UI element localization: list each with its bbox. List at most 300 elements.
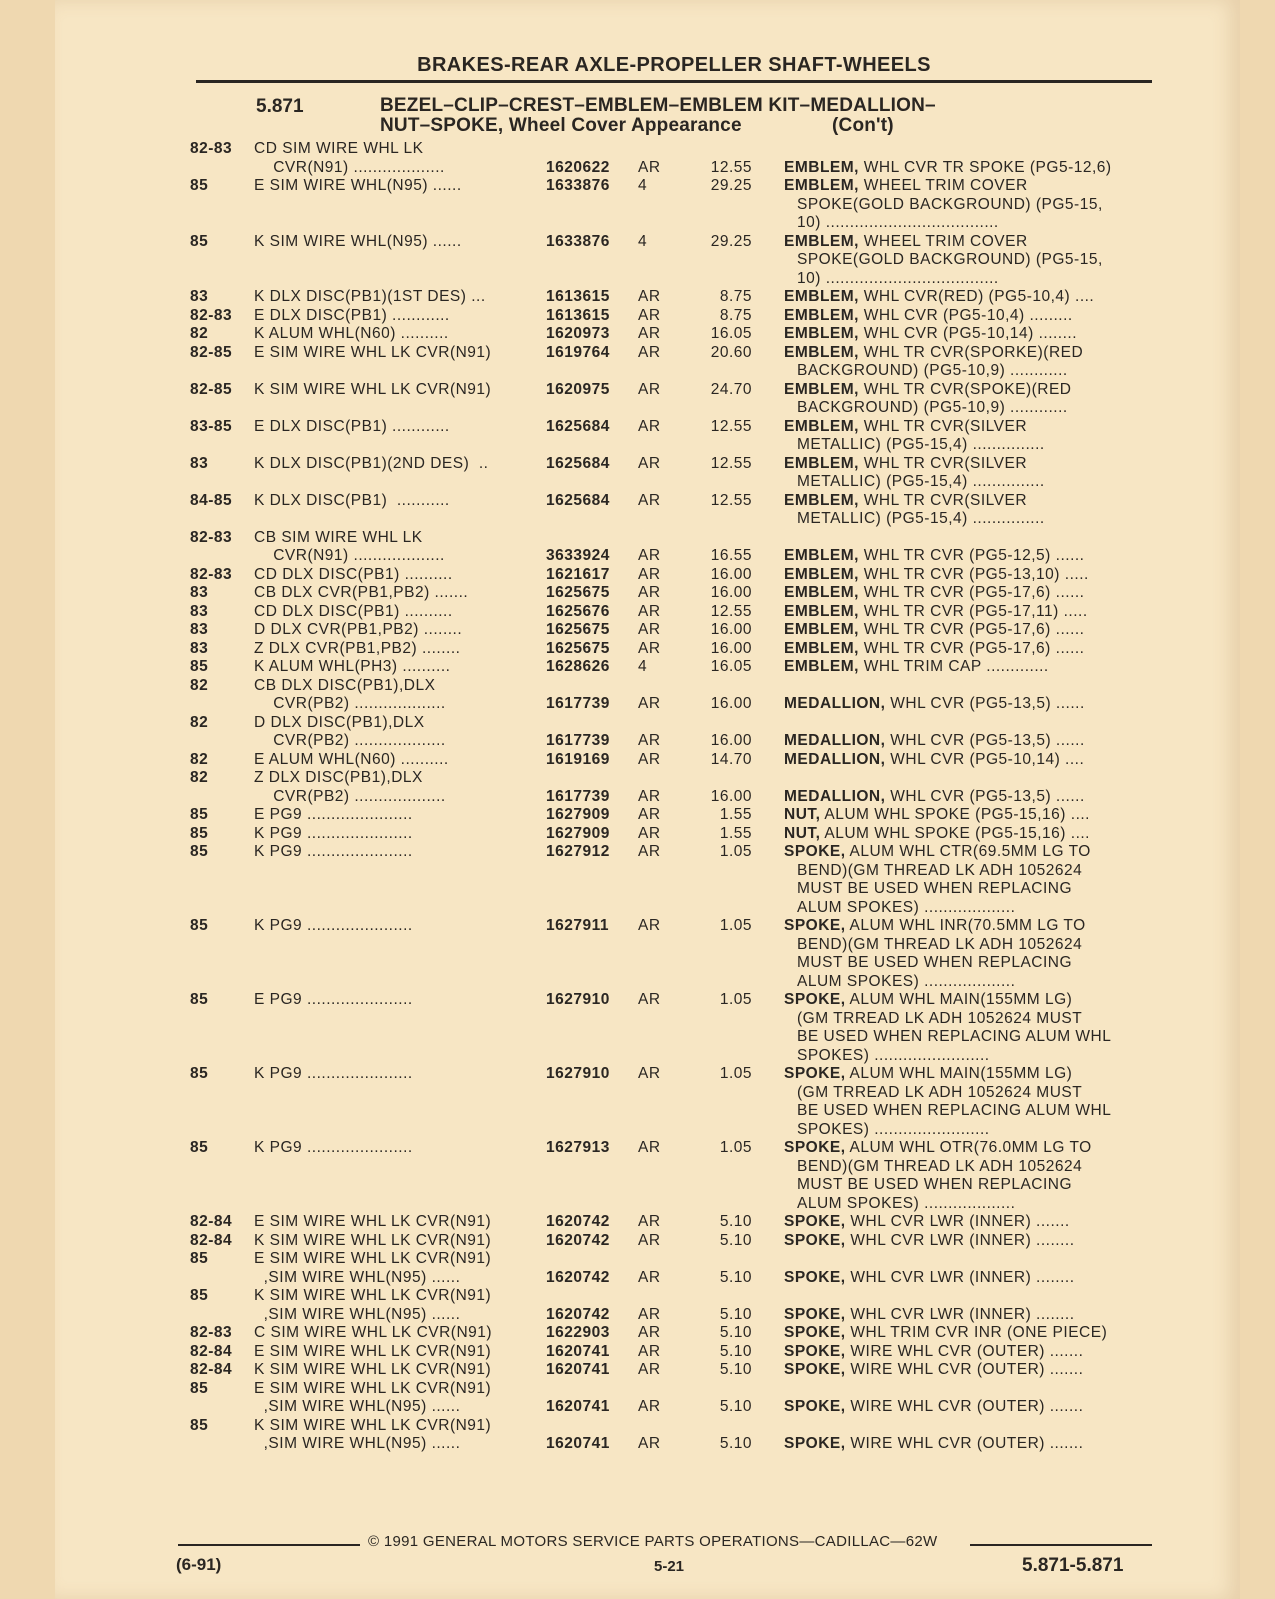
application-desc	[254, 1139, 522, 1158]
model-year: 82-85	[190, 343, 233, 361]
part-description	[784, 307, 1150, 326]
part-description	[784, 492, 1150, 529]
application-desc-line: E DLX DISC(PB1) ............	[254, 417, 450, 435]
part-description-line: (GM TRREAD LK ADH 1052624 MUST	[797, 1009, 1083, 1027]
part-number: 1627910	[546, 991, 610, 1008]
part-description-line	[784, 325, 1150, 344]
application-desc-line: ,SIM WIRE WHL(N95) ......	[254, 1305, 461, 1323]
application-desc-line: CB DLX CVR(PB1,PB2) .......	[254, 584, 469, 601]
part-description	[784, 658, 1150, 677]
part-description	[784, 603, 1150, 622]
application-desc	[254, 714, 522, 751]
part-description-line	[784, 732, 1150, 751]
price: 16.05	[710, 325, 752, 342]
section-range: 5.871-5.871	[1022, 1555, 1124, 1576]
part-number: 1627912	[546, 843, 610, 860]
table-row	[190, 584, 1150, 603]
quantity: AR	[638, 417, 661, 435]
part-description	[784, 547, 1150, 566]
application-desc-line: K PG9 ......................	[254, 1139, 413, 1156]
model-year: 82-84	[190, 1231, 233, 1249]
part-detail: WHL CVR (PG5-10,14) ........	[863, 325, 1078, 342]
price: 20.60	[710, 343, 752, 361]
model-year: 82-84	[190, 1361, 233, 1378]
table-row	[190, 233, 1150, 289]
application-desc	[254, 1250, 522, 1287]
part-name: SPOKE,	[784, 1305, 846, 1323]
part-description-line	[784, 603, 1150, 622]
part-description-line	[784, 917, 1150, 936]
price: 8.75	[719, 306, 752, 324]
part-description	[784, 732, 1150, 751]
application-desc-line: CVR(PB2) ...................	[254, 787, 446, 805]
application-desc-line: Z DLX CVR(PB1,PB2) ........	[254, 639, 461, 657]
application-desc-line: E SIM WIRE WHL LK CVR(N91)	[254, 1342, 492, 1360]
section-number: 5.871	[256, 96, 304, 117]
application-desc	[254, 1287, 522, 1324]
model-year: 82-83	[190, 306, 233, 324]
application-desc-line: ,SIM WIRE WHL(N95) ......	[254, 1435, 461, 1452]
price: 1.55	[719, 824, 752, 842]
part-description	[784, 288, 1150, 307]
part-number: 1627910	[546, 1065, 610, 1082]
application-desc-line: K ALUM WHL(PH3) ..........	[254, 658, 451, 675]
table-row	[190, 140, 1150, 177]
table-row	[190, 1380, 1150, 1417]
price: 16.00	[710, 565, 752, 583]
part-number: 1620973	[546, 325, 610, 342]
part-detail: ALUM WHL SPOKE (PG5-15,16) ....	[824, 806, 1090, 823]
application-desc	[254, 418, 522, 437]
part-description	[784, 1306, 1150, 1325]
application-desc-line: K SIM WIRE WHL LK CVR(N91)	[254, 1416, 492, 1434]
part-description-line	[784, 177, 1150, 196]
part-detail: WHL TR CVR (PG5-13,10) .....	[863, 565, 1089, 583]
price: 12.55	[710, 602, 752, 620]
application-desc	[254, 677, 522, 714]
application-desc-line: K SIM WIRE WHL LK CVR(N91)	[254, 1287, 492, 1304]
price: 8.75	[719, 288, 752, 305]
application-desc-line: E SIM WIRE WHL(N95) ......	[254, 177, 462, 194]
application-desc-line: K DLX DISC(PB1)(2ND DES) ..	[254, 454, 489, 472]
part-description-line: ALUM SPOKES) ...................	[797, 972, 1016, 990]
part-number: 1633876	[546, 177, 610, 194]
continued-label: (Con't)	[832, 115, 894, 136]
section-title	[380, 96, 936, 136]
price: 5.10	[719, 1305, 752, 1323]
part-description-line	[784, 751, 1150, 770]
part-description-line	[784, 1139, 1150, 1158]
part-description	[784, 751, 1150, 770]
model-year: 85	[190, 658, 209, 675]
application-desc	[254, 566, 522, 585]
application-desc	[254, 325, 522, 344]
part-description	[784, 566, 1150, 585]
parts-list	[190, 140, 1150, 1454]
application-desc	[254, 288, 522, 307]
quantity: 4	[638, 658, 648, 675]
part-name: EMBLEM,	[784, 621, 859, 638]
part-description-line	[784, 307, 1150, 326]
part-name: SPOKE,	[784, 1398, 846, 1415]
application-desc	[254, 1232, 522, 1251]
application-desc	[254, 843, 522, 862]
application-desc-line: K PG9 ......................	[254, 917, 413, 934]
price: 5.10	[719, 1435, 752, 1452]
part-name: EMBLEM,	[784, 232, 859, 250]
quantity: AR	[638, 732, 661, 749]
price: 16.00	[710, 732, 752, 749]
part-description-line	[784, 288, 1150, 307]
part-number: 1617739	[546, 732, 610, 749]
application-desc-line: K DLX DISC(PB1) ...........	[254, 491, 450, 509]
table-row	[190, 344, 1150, 381]
table-row	[190, 418, 1150, 455]
part-number: 1621617	[546, 565, 610, 583]
part-name: MEDALLION,	[784, 750, 886, 768]
table-row	[190, 1287, 1150, 1324]
part-description-line	[784, 695, 1150, 714]
application-desc	[254, 1380, 522, 1417]
quantity: AR	[638, 824, 661, 842]
table-row	[190, 492, 1150, 529]
part-name: EMBLEM,	[784, 584, 859, 601]
model-year: 85	[190, 843, 209, 860]
application-desc	[254, 806, 522, 825]
part-detail: ALUM WHL SPOKE (PG5-15,16) ....	[824, 824, 1090, 842]
part-description	[784, 695, 1150, 714]
model-year: 82	[190, 325, 209, 342]
quantity: 4	[638, 177, 648, 194]
model-year: 82	[190, 713, 209, 731]
part-description-line	[784, 159, 1150, 178]
part-number: 1619764	[546, 343, 610, 361]
table-row	[190, 991, 1150, 1065]
application-desc-line: Z DLX DISC(PB1),DLX	[254, 769, 423, 786]
part-description	[784, 1139, 1150, 1213]
application-desc	[254, 825, 522, 844]
price: 5.10	[719, 1324, 752, 1341]
part-name: EMBLEM,	[784, 177, 859, 194]
part-detail: ALUM WHL MAIN(155MM LG)	[849, 1065, 1073, 1082]
quantity: AR	[638, 380, 661, 398]
part-description-line: ALUM SPOKES) ...................	[797, 1194, 1016, 1212]
price: 29.25	[710, 232, 752, 250]
model-year: 82	[190, 676, 209, 694]
part-detail: WHL TRIM CAP .............	[863, 658, 1049, 675]
part-name: SPOKE,	[784, 1342, 846, 1360]
part-description-line	[784, 806, 1150, 825]
part-name: EMBLEM,	[784, 454, 859, 472]
part-detail: WHL TR CVR (PG5-17,6) ......	[863, 639, 1085, 657]
part-description-line	[784, 418, 1150, 437]
part-number: 1628626	[546, 658, 610, 675]
model-year: 82	[190, 769, 209, 786]
model-year: 85	[190, 1416, 209, 1434]
application-desc-line: CB SIM WIRE WHL LK	[254, 528, 423, 546]
application-desc-line: K SIM WIRE WHL LK CVR(N91)	[254, 1361, 492, 1378]
part-description	[784, 1435, 1150, 1454]
application-desc	[254, 1343, 522, 1362]
model-year: 83	[190, 639, 209, 657]
part-description-line: SPOKE(GOLD BACKGROUND) (PG5-15,	[797, 195, 1103, 213]
part-name: SPOKE,	[784, 843, 846, 860]
part-number: 1620975	[546, 380, 610, 398]
section-title-line1: BEZEL–CLIP–CREST–EMBLEM–EMBLEM KIT–MEDALLION–	[380, 95, 936, 116]
part-name: MEDALLION,	[784, 732, 886, 749]
application-desc-line: ,SIM WIRE WHL(N95) ......	[254, 1398, 461, 1415]
part-description-line: MUST BE USED WHEN REPLACING	[797, 1176, 1073, 1193]
part-description-line: 10) ....................................	[797, 214, 999, 231]
table-row	[190, 1213, 1150, 1232]
application-desc-line: CD DLX DISC(PB1) ..........	[254, 602, 453, 620]
application-desc	[254, 455, 522, 474]
price: 1.05	[719, 917, 752, 934]
part-description	[784, 1065, 1150, 1139]
part-description-line	[784, 1343, 1150, 1362]
part-number: 1620741	[546, 1361, 610, 1378]
table-row	[190, 455, 1150, 492]
model-year: 83	[190, 602, 209, 620]
application-desc	[254, 584, 522, 603]
part-description	[784, 159, 1150, 178]
part-description-line: BEND)(GM THREAD LK ADH 1052624	[797, 935, 1083, 953]
quantity: AR	[638, 1213, 661, 1230]
table-row	[190, 1343, 1150, 1362]
part-description-line: BE USED WHEN REPLACING ALUM WHL	[797, 1028, 1112, 1045]
part-detail: WHL CVR TR SPOKE (PG5-12,6)	[863, 158, 1112, 176]
application-desc-line: K ALUM WHL(N60) ..........	[254, 325, 449, 342]
part-description-line: METALLIC) (PG5-15,4) ...............	[797, 510, 1045, 527]
part-number: 1633876	[546, 232, 610, 250]
table-row	[190, 566, 1150, 585]
part-name: SPOKE,	[784, 1231, 846, 1249]
price: 1.05	[719, 991, 752, 1008]
header-rule	[196, 80, 1152, 83]
part-description-line	[784, 455, 1150, 474]
application-desc	[254, 603, 522, 622]
table-row	[190, 529, 1150, 566]
part-description-line: BACKGROUND) (PG5-10,9) ............	[797, 399, 1068, 416]
table-row	[190, 1139, 1150, 1213]
part-description	[784, 917, 1150, 991]
part-description-line: BEND)(GM THREAD LK ADH 1052624	[797, 861, 1083, 879]
part-detail: WHL CVR (PG5-13,5) ......	[890, 732, 1085, 749]
part-description	[784, 1213, 1150, 1232]
table-row	[190, 640, 1150, 659]
page-number: 5-21	[654, 1558, 685, 1575]
part-description-line	[784, 991, 1150, 1010]
quantity: AR	[638, 288, 661, 305]
part-detail: WHEEL TRIM COVER	[863, 232, 1028, 250]
part-number: 1625684	[546, 491, 610, 509]
part-number: 1627911	[546, 917, 609, 934]
application-desc-line: CB DLX DISC(PB1),DLX	[254, 676, 436, 694]
table-row	[190, 677, 1150, 714]
model-year: 82-84	[190, 1342, 233, 1360]
part-description	[784, 381, 1150, 418]
model-year: 85	[190, 1287, 209, 1304]
table-row	[190, 1417, 1150, 1454]
table-row	[190, 843, 1150, 917]
section-title-line2: NUT–SPOKE, Wheel Cover Appearance	[380, 115, 742, 136]
quantity: AR	[638, 917, 661, 934]
part-detail: WHL TRIM CVR INR (ONE PIECE)	[850, 1324, 1108, 1341]
table-row	[190, 307, 1150, 326]
application-desc-line: K DLX DISC(PB1)(1ST DES) ...	[254, 288, 486, 305]
table-row	[190, 751, 1150, 770]
quantity: AR	[638, 639, 661, 657]
part-description-line	[784, 1213, 1150, 1232]
part-number: 1625676	[546, 602, 610, 620]
part-detail: WHL CVR (PG5-13,5) ......	[890, 695, 1085, 712]
part-detail: WHL TR CVR(SPORKE)(RED	[863, 343, 1084, 361]
part-description	[784, 640, 1150, 659]
price: 12.55	[710, 491, 752, 509]
revision-date: (6-91)	[176, 1555, 222, 1574]
quantity: AR	[638, 343, 661, 361]
part-description-line	[784, 1269, 1150, 1288]
part-number: 1627909	[546, 824, 610, 842]
part-description-line	[784, 1398, 1150, 1417]
part-description-line	[784, 1232, 1150, 1251]
part-name: EMBLEM,	[784, 417, 859, 435]
model-year: 85	[190, 824, 209, 842]
part-description-line	[784, 344, 1150, 363]
quantity: AR	[638, 1435, 661, 1452]
quantity: AR	[638, 602, 661, 620]
application-desc	[254, 751, 522, 770]
part-description-line: SPOKES) ........................	[797, 1120, 990, 1138]
application-desc-line: E PG9 ......................	[254, 806, 413, 823]
part-description-line	[784, 1306, 1150, 1325]
part-name: EMBLEM,	[784, 325, 859, 342]
table-row	[190, 825, 1150, 844]
application-desc	[254, 1361, 522, 1380]
part-number: 1625675	[546, 621, 610, 638]
table-row	[190, 917, 1150, 991]
part-detail: ALUM WHL OTR(76.0MM LG TO	[849, 1139, 1092, 1156]
application-desc	[254, 1324, 522, 1343]
model-year: 82	[190, 750, 209, 768]
quantity: AR	[638, 1139, 661, 1156]
part-detail: WHL TR CVR(SILVER	[863, 491, 1028, 509]
price: 5.10	[719, 1342, 752, 1360]
application-desc	[254, 177, 522, 196]
price: 5.10	[719, 1361, 752, 1378]
price: 16.55	[710, 547, 752, 564]
table-row	[190, 177, 1150, 233]
part-description-line	[784, 566, 1150, 585]
table-row	[190, 658, 1150, 677]
quantity: AR	[638, 695, 661, 712]
quantity: AR	[638, 1398, 661, 1415]
part-description	[784, 1232, 1150, 1251]
price: 1.55	[719, 806, 752, 823]
part-description	[784, 843, 1150, 917]
application-desc	[254, 140, 522, 177]
part-name: EMBLEM,	[784, 491, 859, 509]
part-description	[784, 455, 1150, 492]
part-name: EMBLEM,	[784, 602, 859, 620]
quantity: AR	[638, 1342, 661, 1360]
part-description	[784, 825, 1150, 844]
model-year: 85	[190, 917, 209, 934]
part-name: MEDALLION,	[784, 695, 886, 712]
quantity: AR	[638, 547, 661, 564]
application-desc-line: CVR(N91) ...................	[254, 547, 445, 564]
model-year: 85	[190, 806, 209, 823]
model-year: 82-83	[190, 565, 233, 583]
part-name: EMBLEM,	[784, 565, 859, 583]
quantity: AR	[638, 306, 661, 324]
price: 1.05	[719, 843, 752, 860]
part-name: SPOKE,	[784, 917, 846, 934]
part-number: 1619169	[546, 750, 610, 768]
part-detail: ALUM WHL INR(70.5MM LG TO	[849, 917, 1086, 934]
application-desc	[254, 344, 522, 363]
part-name: EMBLEM,	[784, 658, 859, 675]
price: 5.10	[719, 1231, 752, 1249]
part-detail: WHL CVR LWR (INNER) ........	[850, 1305, 1075, 1323]
part-description-line	[784, 1361, 1150, 1380]
part-description-line: BACKGROUND) (PG5-10,9) ............	[797, 362, 1068, 379]
price: 12.55	[710, 417, 752, 435]
part-description-line: (GM TRREAD LK ADH 1052624 MUST	[797, 1083, 1083, 1101]
part-description-line	[784, 843, 1150, 862]
part-number: 1620742	[546, 1213, 610, 1230]
table-row	[190, 621, 1150, 640]
application-desc-line: E SIM WIRE WHL LK CVR(N91)	[254, 343, 492, 361]
part-description-line	[784, 492, 1150, 511]
part-number: 1617739	[546, 787, 610, 805]
part-name: NUT,	[784, 806, 821, 823]
part-description	[784, 418, 1150, 455]
part-description	[784, 1269, 1150, 1288]
model-year: 82-83	[190, 140, 233, 157]
part-number: 1613615	[546, 288, 610, 305]
part-name: EMBLEM,	[784, 547, 859, 564]
part-detail: WHEEL TRIM COVER	[863, 177, 1028, 194]
application-desc-line: D DLX DISC(PB1),DLX	[254, 713, 425, 731]
part-description-line	[784, 1065, 1150, 1084]
model-year: 82-83	[190, 528, 233, 546]
part-description-line	[784, 788, 1150, 807]
part-description-line: BE USED WHEN REPLACING ALUM WHL	[797, 1102, 1112, 1119]
page-header: BRAKES-REAR AXLE-PROPELLER SHAFT-WHEELS	[417, 54, 931, 76]
part-number: 1620742	[546, 1305, 610, 1323]
part-name: EMBLEM,	[784, 288, 859, 305]
quantity: AR	[638, 1361, 661, 1378]
price: 1.05	[719, 1065, 752, 1082]
part-description	[784, 584, 1150, 603]
part-name: SPOKE,	[784, 1361, 846, 1378]
part-description-line	[784, 640, 1150, 659]
part-name: SPOKE,	[784, 1324, 846, 1341]
part-number: 1620742	[546, 1268, 610, 1286]
part-description	[784, 233, 1150, 289]
part-name: SPOKE,	[784, 1435, 846, 1452]
quantity: AR	[638, 1065, 661, 1082]
application-desc-line: ,SIM WIRE WHL(N95) ......	[254, 1268, 461, 1286]
model-year: 83	[190, 454, 209, 472]
part-description	[784, 1361, 1150, 1380]
price: 24.70	[710, 380, 752, 398]
part-description-line: 10) ....................................	[797, 269, 999, 287]
price: 5.10	[719, 1268, 752, 1286]
part-detail: WHL CVR (PG5-10,4) .........	[863, 306, 1073, 324]
application-desc-line: K SIM WIRE WHL LK CVR(N91)	[254, 1231, 492, 1249]
